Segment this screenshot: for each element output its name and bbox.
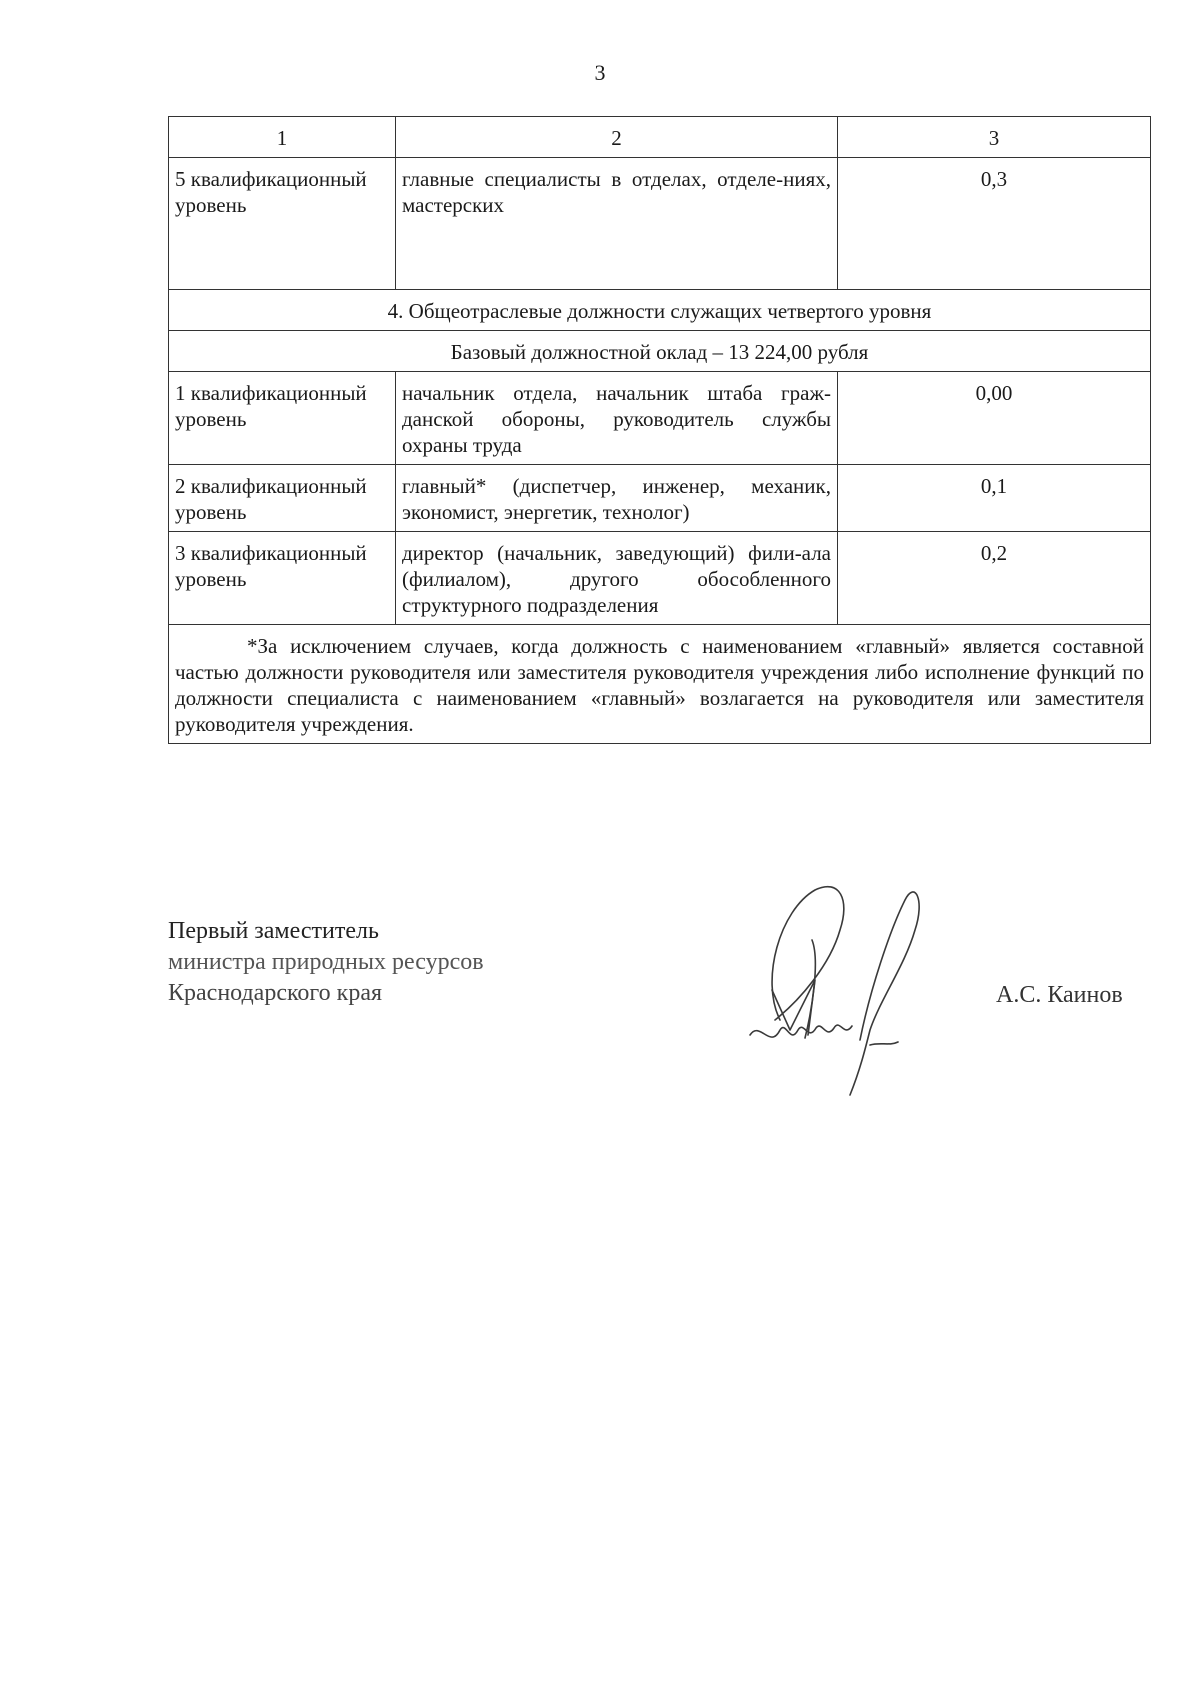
section-title: 4. Общеотраслевые должности служащих четвертого уровня	[169, 290, 1151, 331]
table-row	[169, 158, 1151, 290]
signatory-line-1: Первый заместитель	[168, 918, 379, 944]
signatory-line-3: Краснодарского края	[168, 980, 383, 1006]
coefficient-cell: 0,2	[838, 532, 1151, 625]
level-cell: 2 квалификационный уровень	[169, 465, 396, 532]
level-cell: 1 квалификационный уровень	[169, 372, 396, 465]
base-salary: Базовый должностной оклад – 13 224,00 рубля	[169, 331, 1151, 372]
signatory-line-2: министра природных ресурсов	[168, 949, 484, 975]
footnote-text: *За исключением случаев, когда должность с наименованием «главный» является составной частью должности руководителя или заместителя руководителя учреждения либо исполнение функций по должности специалиста с наименованием «главный» возлагается на руководителя или заместителя руководителя учреждения.	[175, 634, 1144, 736]
level-cell: 5 квалификационный уровень	[169, 158, 396, 290]
header-cell-2: 2	[396, 117, 838, 158]
signatory-title	[168, 916, 484, 1009]
base-salary-row	[169, 331, 1151, 372]
positions-cell: главный* (диспетчер, инженер, механик, экономист, энергетик, технолог)	[396, 465, 838, 532]
coefficient-cell: 0,3	[838, 158, 1151, 290]
positions-cell: главные специалисты в отделах, отделе-ниях, мастерских	[396, 158, 838, 290]
level-cell: 3 квалификационный уровень	[169, 532, 396, 625]
positions-cell: начальник отдела, начальник штаба граж-данской обороны, руководитель службы охраны труда	[396, 372, 838, 465]
table-row	[169, 532, 1151, 625]
positions-cell: директор (начальник, заведующий) фили-ала (филиалом), другого обособленного структурного подразделения	[396, 532, 838, 625]
table-header-row	[169, 117, 1151, 158]
header-cell-1: 1	[169, 117, 396, 158]
qualification-table	[168, 116, 1151, 744]
footnote-row	[169, 625, 1151, 744]
signatory-name: А.С. Каинов	[996, 982, 1123, 1008]
coefficient-cell: 0,1	[838, 465, 1151, 532]
coefficient-cell: 0,00	[838, 372, 1151, 465]
handwritten-signature	[720, 870, 940, 1100]
table-row	[169, 372, 1151, 465]
page-number: 3	[594, 60, 606, 85]
header-cell-3: 3	[838, 117, 1151, 158]
section-title-row	[169, 290, 1151, 331]
table-row	[169, 465, 1151, 532]
